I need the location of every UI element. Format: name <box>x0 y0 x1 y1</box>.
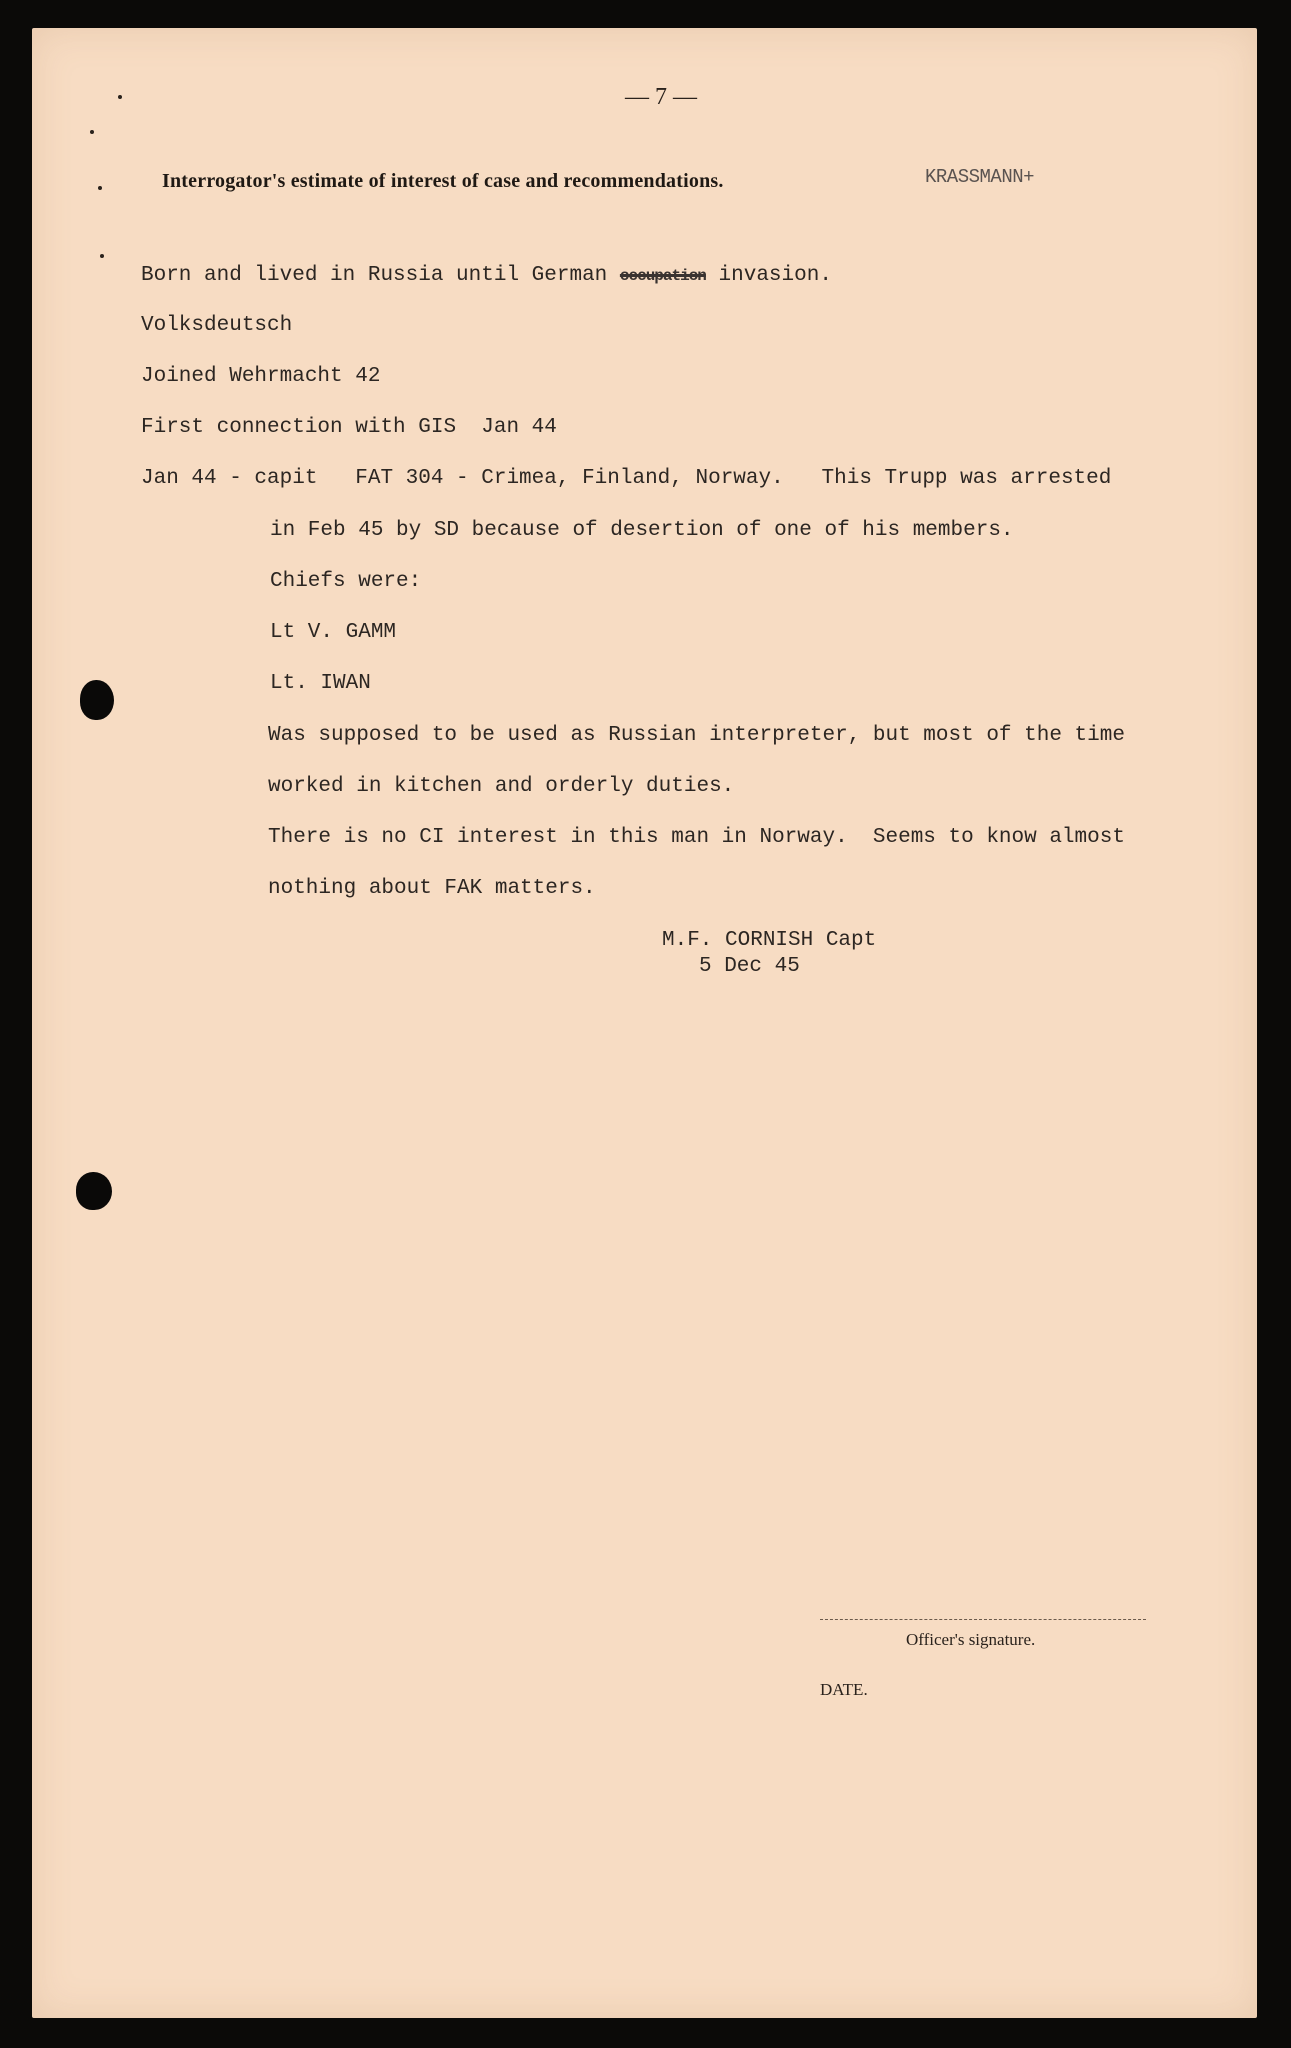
punch-hole-upper <box>80 680 114 720</box>
body-text: invasion. <box>705 264 832 287</box>
body-line: nothing about FAK matters. <box>268 877 596 900</box>
form-heading: Interrogator's estimate of interest of case and recommendations. <box>162 170 724 192</box>
body-line: Jan 44 - capit FAT 304 - Crimea, Finland, Norway. This Trupp was arrested <box>141 467 1112 490</box>
signature-date: 5 Dec 45 <box>699 955 800 978</box>
body-line <box>141 264 832 287</box>
margin-mark <box>100 254 104 258</box>
margin-mark <box>118 95 122 99</box>
body-line: worked in kitchen and orderly duties. <box>268 775 735 798</box>
body-line: Was supposed to be used as Russian interpreter, but most of the time <box>268 724 1125 747</box>
body-line: First connection with GIS Jan 44 <box>141 416 557 439</box>
date-label: DATE. <box>820 1680 868 1699</box>
signature-line <box>820 1619 1146 1620</box>
page-number: — 7 — <box>625 84 697 110</box>
punch-hole-lower <box>76 1172 112 1210</box>
body-line: Chiefs were: <box>270 570 422 593</box>
margin-mark <box>98 186 102 190</box>
body-line: Lt. IWAN <box>270 672 371 695</box>
body-line: Joined Wehrmacht 42 <box>141 365 381 388</box>
officer-signature-label: Officer's signature. <box>906 1630 1036 1649</box>
margin-mark <box>90 130 94 134</box>
struck-word: occupation <box>619 267 706 285</box>
body-text: Born and lived in Russia until German <box>141 264 620 287</box>
body-line: There is no CI interest in this man in Norway. Seems to know almost <box>268 826 1125 849</box>
body-line: in Feb 45 by SD because of desertion of one of his members. <box>270 519 1014 542</box>
body-line: Lt V. GAMM <box>270 621 397 644</box>
signatory-name: M.F. CORNISH Capt <box>662 929 877 952</box>
subject-name-stamp: KRASSMANN+ <box>925 166 1035 188</box>
body-line: Volksdeutsch <box>141 314 293 337</box>
